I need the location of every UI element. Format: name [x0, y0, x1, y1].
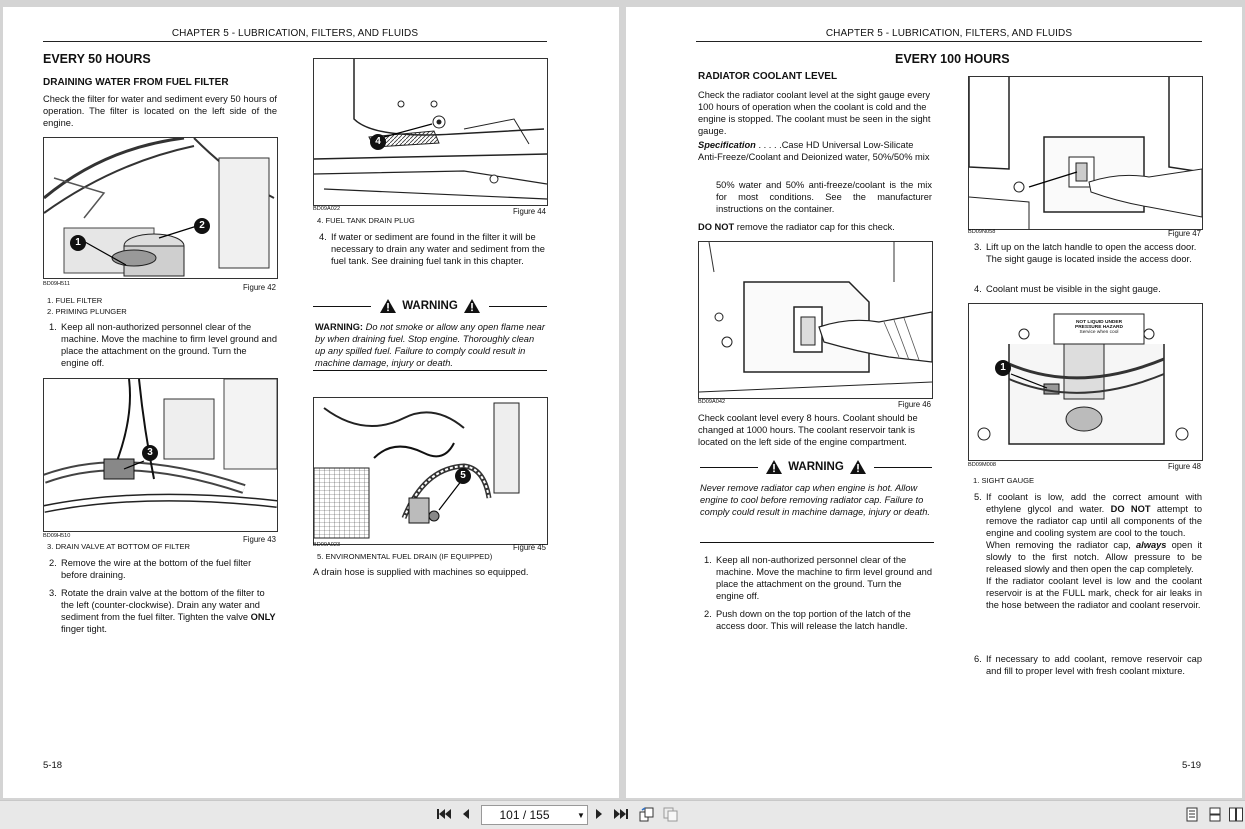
figure-code: BD09A042: [698, 399, 726, 405]
warning-bottom-rule: [313, 370, 547, 371]
coolant-check-note: Check coolant level every 8 hours. Coolant should be changed at 1000 hours. The coolant reservoir tank is located on the left side of the engine compartment.: [698, 413, 918, 447]
page-number: 5-18: [43, 760, 63, 771]
drain-note: A drain hose is supplied with machines so equipped.: [313, 567, 529, 577]
warning-triangle-icon: [766, 460, 782, 474]
step-text: Coolant must be visible in the sight gauge.: [986, 284, 1161, 294]
next-page-button[interactable]: [593, 806, 605, 822]
last-page-button[interactable]: [613, 806, 629, 822]
figure-label: Figure 47: [1168, 229, 1201, 238]
page-number: 5-19: [1182, 760, 1202, 771]
step-text: Rotate the drain valve at the bottom of the filter to the left (counter-clockwise). Drain any water and sediment from the fuel filter. Tighten the valve ONLY finger tight.: [61, 588, 276, 634]
figure-label: Figure 46: [898, 400, 931, 409]
warning-rule: [874, 467, 932, 468]
step-number: 3.: [49, 588, 57, 598]
two-page-view-button[interactable]: [1229, 806, 1243, 822]
step-number: 4.: [319, 232, 327, 242]
callout-5: 5: [455, 468, 471, 484]
figure-label: Figure 43: [243, 535, 276, 544]
step-text: Remove the wire at the bottom of the fuel filter before draining.: [61, 558, 252, 580]
intro-paragraph: Check the radiator coolant level at the sight gauge every 100 hours of operation when the coolant is cold and the engine is stopped. The coolant must be seen in the sight gauge.: [698, 90, 931, 136]
figure-48-image: [968, 303, 1203, 461]
document-page-left: [3, 7, 619, 798]
warning-triangle-icon: [850, 460, 866, 474]
fuel-tank-illustration: [314, 59, 547, 205]
warning-text: WARNING: Do not smoke or allow any open flame near by when draining fuel. Stop engine. Thoroughly clean up any spilled fuel. Failure to comply could result in machine damage, injury or death.: [315, 322, 545, 368]
chevron-down-icon: ▼: [577, 810, 585, 820]
step-number: 4.: [974, 284, 982, 294]
specification: Specification . . . . .Case HD Universal Low-Silicate Anti-Freeze/Coolant and Deionized water, 50%/50% mix: [698, 140, 930, 162]
warning-text: Never remove radiator cap when engine is hot. Allow engine to cool before removing radiator cap. Failure to comply could result in machine damage, injury or death.: [700, 483, 930, 517]
fuel-filter-illustration: [44, 138, 277, 278]
figure-43-image: [43, 378, 278, 532]
copy-icon: [663, 807, 678, 822]
warning-rule: [489, 306, 547, 307]
subsection-title: DRAINING WATER FROM FUEL FILTER: [43, 77, 229, 88]
figure-42-image: [43, 137, 278, 279]
figure-code: BD09A022: [313, 206, 341, 212]
two-page-view-icon: [1229, 807, 1243, 822]
figure-caption: 5. ENVIRONMENTAL FUEL DRAIN (IF EQUIPPED): [317, 552, 493, 561]
single-page-view-icon: [1186, 807, 1198, 822]
step-text: Keep all non-authorized personnel clear of the machine. Move the machine to firm level ground and place the attachment on the ground. Turn the engine off.: [61, 322, 278, 368]
callout-2: 2: [194, 218, 210, 234]
first-page-icon: [437, 808, 451, 820]
figure-caption: 2. PRIMING PLUNGER: [47, 307, 127, 316]
warning-heading: WARNING: [759, 458, 873, 476]
continuous-view-button[interactable]: [1208, 806, 1222, 822]
warning-triangle-icon: [464, 299, 480, 313]
callout-1: 1: [995, 360, 1011, 376]
figure-46-image: [698, 241, 933, 399]
figure-code: BD09A023: [313, 542, 341, 548]
step-number: 5.: [974, 492, 982, 502]
previous-page-icon: [462, 808, 470, 820]
step-text: Push down on the top portion of the latch of the access door. This will release the latch handle.: [716, 609, 911, 631]
section-title: EVERY 100 HOURS: [895, 52, 1010, 66]
step-number: 2.: [704, 609, 712, 619]
environmental-drain-illustration: [314, 398, 547, 544]
drain-valve-illustration: [44, 379, 277, 531]
rotate-button[interactable]: [638, 806, 654, 822]
callout-3: 3: [142, 445, 158, 461]
figure-label: Figure 48: [1168, 462, 1201, 471]
document-page-right: [626, 7, 1242, 798]
step-number: 3.: [974, 242, 982, 252]
first-page-button[interactable]: [436, 806, 452, 822]
figure-code: BD09H511: [43, 281, 70, 287]
intro-paragraph: Check the filter for water and sediment every 50 hours of operation. The filter is located on the left side of the engine.: [43, 94, 277, 128]
single-page-view-button[interactable]: [1185, 806, 1199, 822]
chapter-header: CHAPTER 5 - LUBRICATION, FILTERS, AND FLUIDS: [171, 28, 419, 39]
callout-4: 4: [370, 134, 386, 150]
last-page-icon: [614, 808, 628, 820]
figure-code: BD09H510: [43, 533, 71, 539]
figure-label: Figure 44: [513, 207, 546, 216]
figure-code: BD09N058: [968, 229, 996, 235]
figure-45-image: [313, 397, 548, 545]
header-rule: [43, 41, 547, 42]
figure-47-image: [968, 76, 1203, 230]
warning-triangle-icon: [380, 299, 396, 313]
step-number: 1.: [49, 322, 57, 332]
step-text: If necessary to add coolant, remove reservoir cap and fill to proper level with fresh coolant mixture.: [986, 654, 1202, 676]
hazard-decal: NOT LIQUID UNDER PRESSURE HAZARD Service when cool: [1075, 320, 1123, 335]
copy-button[interactable]: [662, 806, 678, 822]
step-text: If water or sediment are found in the filter it will be necessary to drain any water and sediment from the fuel tank. See draining fuel tank in this chapter.: [331, 232, 545, 266]
step-text: Keep all non-authorized personnel clear of the machine. Move the machine to firm level ground and place the attachment on the ground. Turn the engine off.: [716, 555, 933, 601]
figure-label: Figure 45: [513, 543, 546, 552]
figure-44-image: [313, 58, 548, 206]
figure-caption: 1. SIGHT GAUGE: [973, 476, 1035, 485]
figure-label: Figure 42: [243, 283, 276, 292]
rotate-icon: [639, 807, 654, 822]
section-title: EVERY 50 HOURS: [43, 52, 151, 66]
callout-1: 1: [70, 235, 86, 251]
do-not-note: DO NOT remove the radiator cap for this check.: [698, 222, 895, 232]
page-selector[interactable]: [481, 805, 588, 825]
figure-caption: 3. DRAIN VALVE AT BOTTOM OF FILTER: [47, 542, 191, 551]
step-text: Lift up on the latch handle to open the access door. The sight gauge is located inside the access door.: [986, 242, 1197, 264]
continuous-view-icon: [1209, 807, 1221, 822]
subsection-title: RADIATOR COOLANT LEVEL: [698, 71, 838, 82]
warning-rule: [700, 467, 758, 468]
step-number: 6.: [974, 654, 982, 664]
warning-bottom-rule: [700, 542, 934, 543]
step-number: 1.: [704, 555, 712, 565]
access-door-open-illustration: [969, 77, 1202, 229]
spec-note: 50% water and 50% anti-freeze/coolant is the mix for most conditions. See the manufacturer instructions on the container.: [716, 180, 932, 214]
previous-page-button[interactable]: [460, 806, 472, 822]
warning-rule: [313, 306, 371, 307]
figure-caption: 4. FUEL TANK DRAIN PLUG: [317, 216, 415, 225]
header-rule: [696, 41, 1202, 42]
page-indicator: 101 / 155: [499, 808, 550, 822]
chapter-header: CHAPTER 5 - LUBRICATION, FILTERS, AND FLUIDS: [825, 28, 1073, 39]
warning-heading: WARNING: [373, 297, 487, 315]
figure-caption: 1. FUEL FILTER: [47, 296, 103, 305]
figure-code: BD09M008: [968, 462, 996, 468]
step-text: If coolant is low, add the correct amount with ethylene glycol and water. DO NOT attempt to remove the radiator cap until all components of the engine and cooling system are cool to the touch. When removing the radiator cap, always open it slowly to the first notch. Allow pressure to be released slowly and then open the cap completely. If the radiator coolant level is low and the coolant reservoir is at the FULL mark, check for air leaks in the hose between the radiator and coolant reservoir.: [986, 492, 1202, 610]
step-number: 2.: [49, 558, 57, 568]
access-door-latch-illustration: [699, 242, 932, 398]
next-page-icon: [595, 808, 603, 820]
